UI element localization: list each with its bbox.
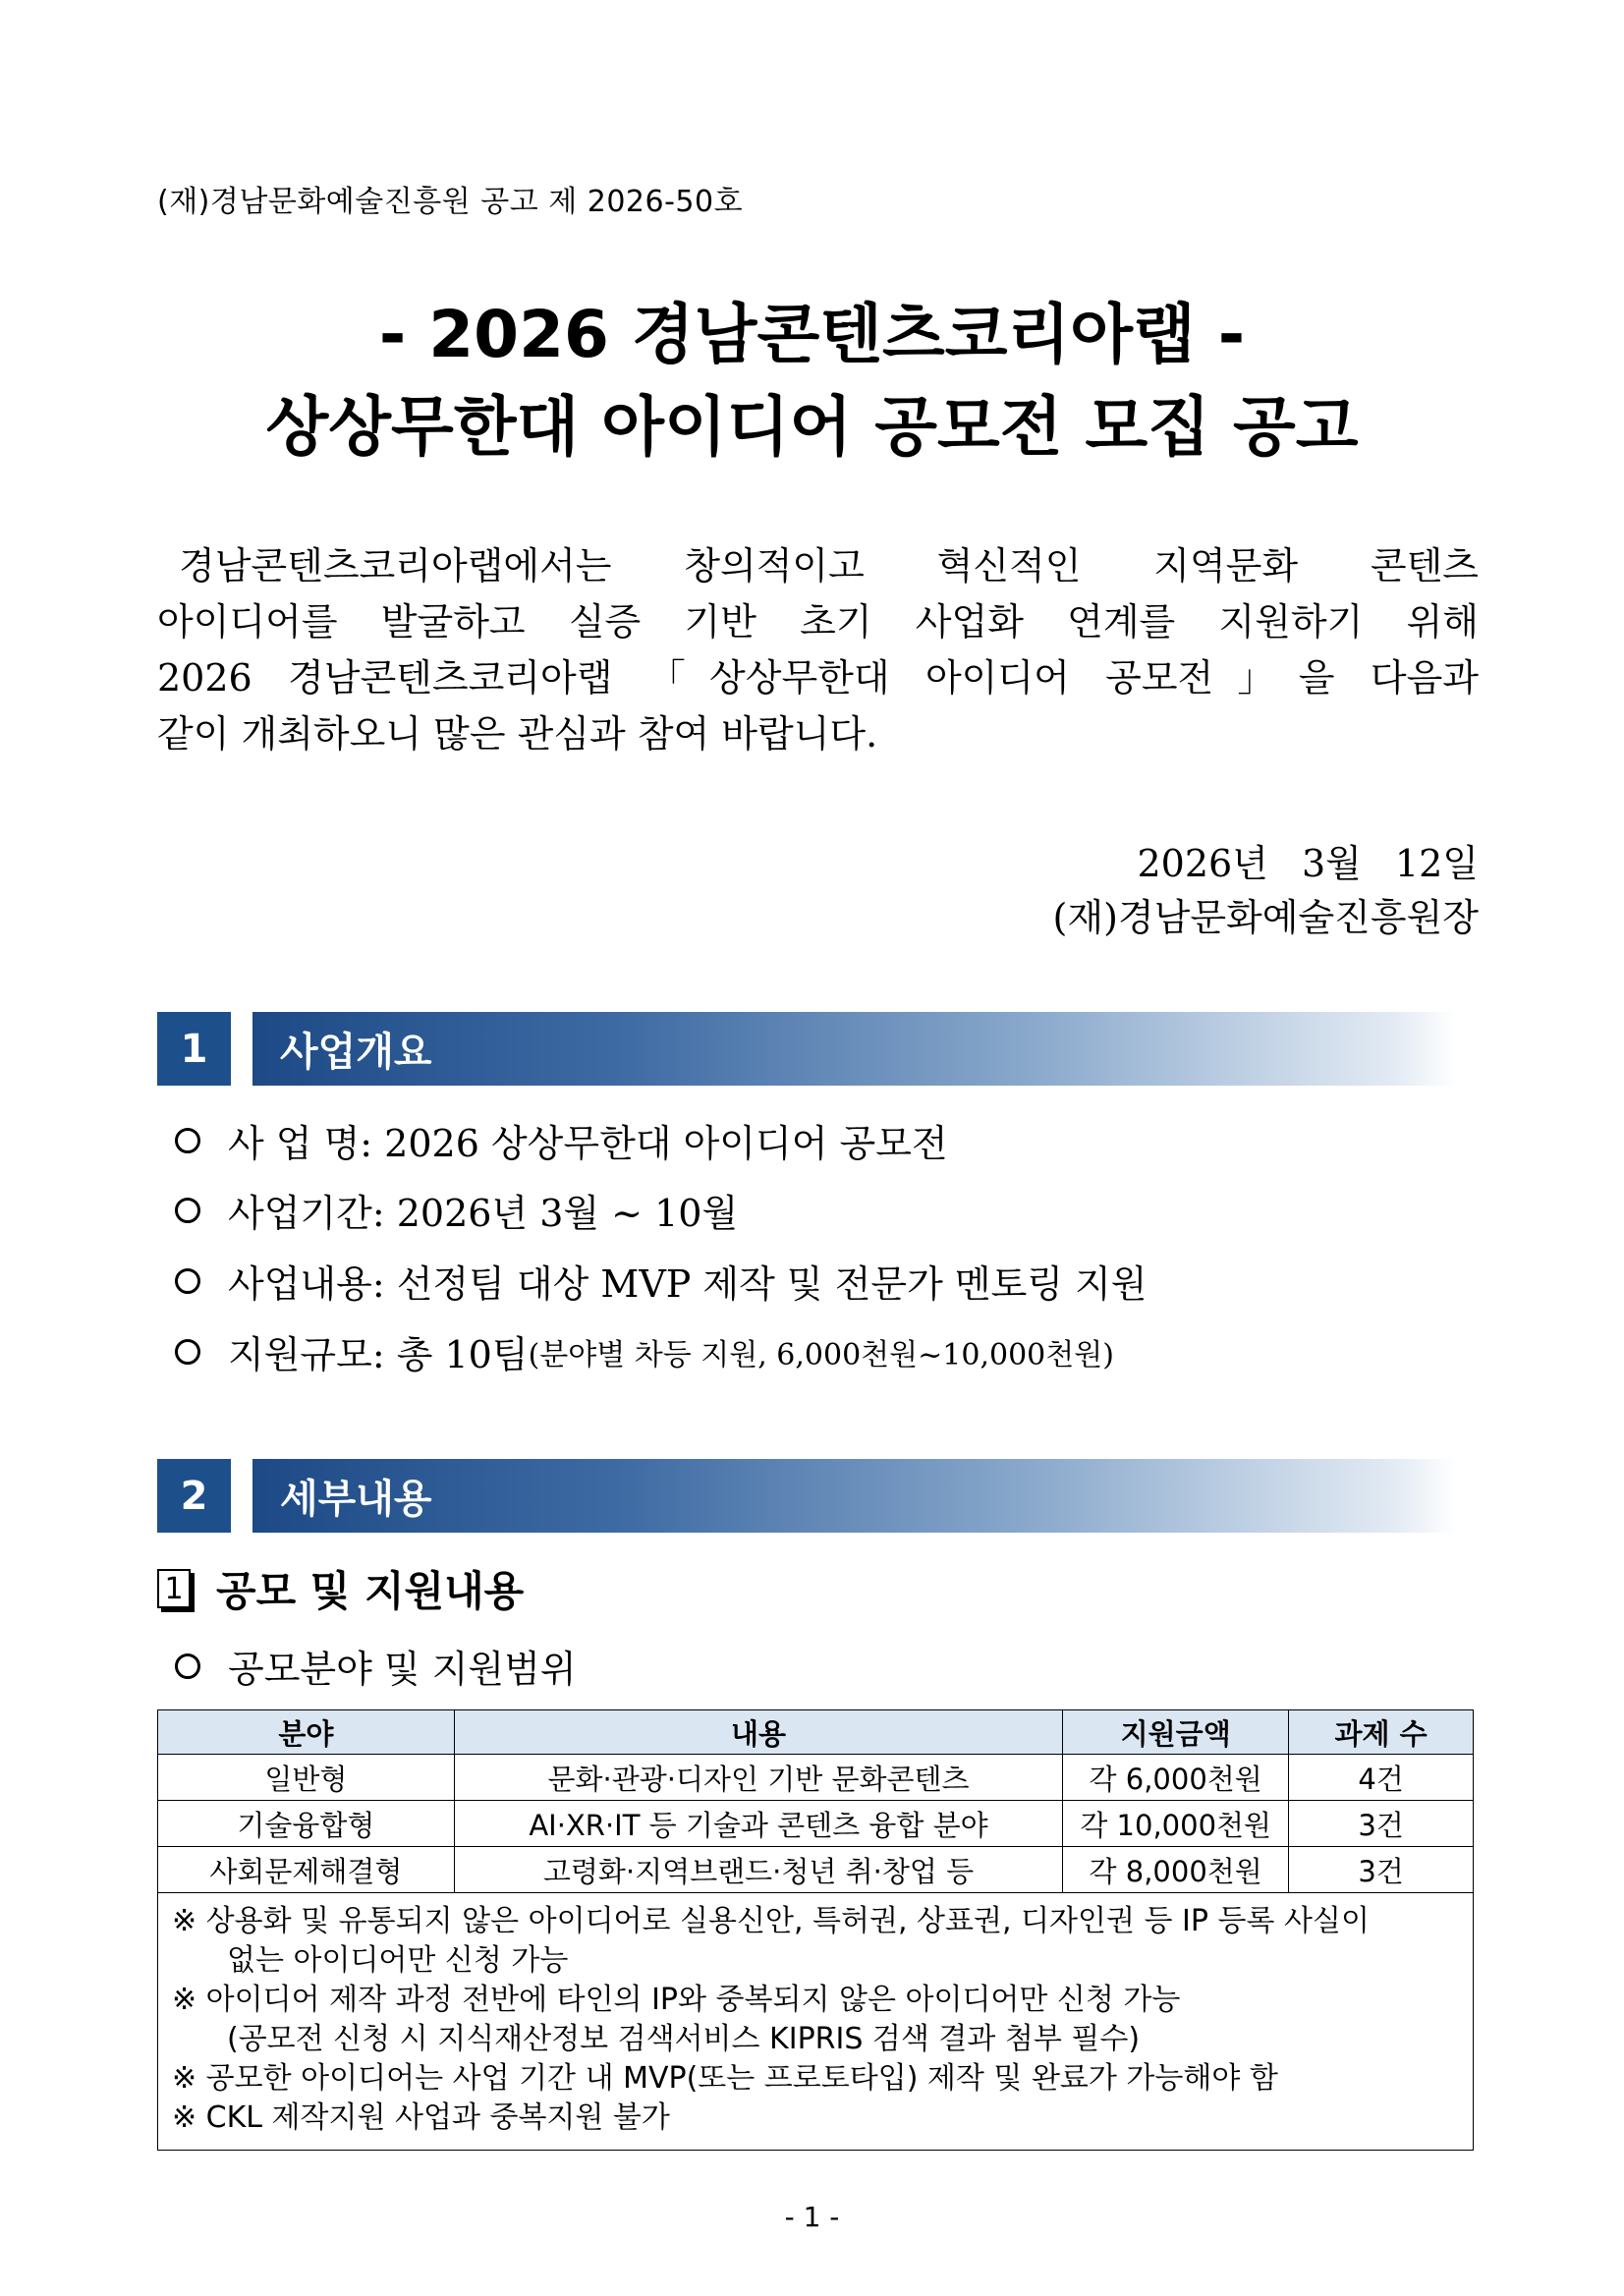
circle-bullet-icon xyxy=(175,1339,200,1365)
table-cell: 일반형 xyxy=(158,1755,455,1801)
table-cell: 3건 xyxy=(1289,1801,1474,1847)
intro-line: 경남콘텐츠코리아랩에서는 창의적이고 혁신적인 지역문화 콘텐츠 xyxy=(179,544,1479,588)
issuing-org: (재)경남문화예술진흥원장 xyxy=(1052,896,1479,939)
intro-line: 같이 개최하오니 많은 관심과 참여 바랍니다. xyxy=(157,712,878,756)
table-row xyxy=(158,1755,1474,1801)
note-line: ※ 공모한 아이디어는 사업 기간 내 MVP(또는 프로토타입) 제작 및 완료가 가능해야 함 xyxy=(172,2061,1278,2096)
subsection-title: 공모 및 지원내용 xyxy=(216,1567,525,1615)
table-cell: 3건 xyxy=(1289,1847,1474,1893)
circle-bullet-icon xyxy=(175,1268,200,1294)
support-table xyxy=(157,1709,1474,1893)
section-2-title: 세부내용 xyxy=(252,1459,1456,1533)
list-item xyxy=(175,1113,948,1167)
column-header: 내용 xyxy=(454,1710,1063,1755)
notice-date: 2026년 3월 12일 xyxy=(1137,842,1479,885)
table-row xyxy=(158,1801,1474,1847)
table-cell: 각 6,000천원 xyxy=(1063,1755,1289,1801)
section-2-number: 2 xyxy=(157,1459,231,1533)
column-header: 지원금액 xyxy=(1063,1710,1289,1755)
item-note: (분야별 차등 지원, 6,000천원~10,000천원) xyxy=(528,1337,1114,1372)
table-row xyxy=(158,1847,1474,1893)
item-text: 지원규모: 총 10팀 xyxy=(228,1333,529,1376)
subsection-heading xyxy=(157,1559,524,1618)
circle-bullet-icon xyxy=(175,1198,200,1223)
intro-line: 2026 경남콘텐츠코리아랩 「상상무한대 아이디어 공모전」을 다음과 xyxy=(157,656,1479,700)
table-cell: 사회문제해결형 xyxy=(158,1847,455,1893)
title-line-1: - 2026 경남콘텐츠코리아랩 - xyxy=(378,297,1246,372)
notes-box xyxy=(157,1890,1474,2151)
intro-paragraph xyxy=(157,538,1479,762)
note-line: 없는 아이디어만 신청 가능 xyxy=(227,1943,569,1978)
table-cell: 문화·관광·디자인 기반 문화콘텐츠 xyxy=(454,1755,1063,1801)
circle-bullet-icon xyxy=(175,1653,200,1679)
table-header-row xyxy=(158,1710,1474,1755)
section-1-number: 1 xyxy=(157,1012,231,1086)
list-item xyxy=(175,1254,1148,1308)
note-line: ※ 아이디어 제작 과정 전반에 타인의 IP와 중복되지 않은 아이디어만 신청 가능 xyxy=(172,1983,1181,2017)
table-cell: 4건 xyxy=(1289,1755,1474,1801)
table-cell: 각 8,000천원 xyxy=(1063,1847,1289,1893)
section-1-title: 사업개요 xyxy=(252,1012,1456,1086)
item-text: 사업내용: 선정팀 대상 MVP 제작 및 전문가 멘토링 지원 xyxy=(228,1262,1148,1306)
subsection-number: 1 xyxy=(157,1569,191,1608)
note-line: ※ 상용화 및 유통되지 않은 아이디어로 실용신안, 특허권, 상표권, 디자인권 등 IP 등록 사실이 xyxy=(172,1904,1370,1938)
list-item xyxy=(175,1639,577,1693)
circle-bullet-icon xyxy=(175,1128,200,1153)
column-header: 분야 xyxy=(158,1710,455,1755)
table-cell: 고령화·지역브랜드·청년 취·창업 등 xyxy=(454,1847,1063,1893)
notice-number: (재)경남문화예술진흥원 공고 제 2026-50호 xyxy=(157,185,744,219)
note-line: ※ CKL 제작지원 사업과 중복지원 불가 xyxy=(172,2100,670,2135)
intro-line: 아이디어를 발굴하고 실증 기반 초기 사업화 연계를 지원하기 위해 xyxy=(157,600,1479,644)
table-cell: AI·XR·IT 등 기술과 콘텐츠 융합 분야 xyxy=(454,1801,1063,1847)
list-item xyxy=(175,1324,1114,1378)
item-text: 공모분야 및 지원범위 xyxy=(228,1648,577,1691)
note-line: (공모전 신청 시 지식재산정보 검색서비스 KIPRIS 검색 결과 첨부 필수) xyxy=(227,2022,1141,2056)
item-text: 사업기간: 2026년 3월 ~ 10월 xyxy=(228,1192,739,1235)
list-item xyxy=(175,1183,738,1237)
table-cell: 각 10,000천원 xyxy=(1063,1801,1289,1847)
column-header: 과제 수 xyxy=(1289,1710,1474,1755)
page-number: - 1 - xyxy=(784,2201,840,2233)
title-line-2: 상상무한대 아이디어 공모전 모집 공고 xyxy=(265,389,1359,465)
table-cell: 기술융합형 xyxy=(158,1801,455,1847)
item-text: 사 업 명: 2026 상상무한대 아이디어 공모전 xyxy=(228,1122,948,1165)
